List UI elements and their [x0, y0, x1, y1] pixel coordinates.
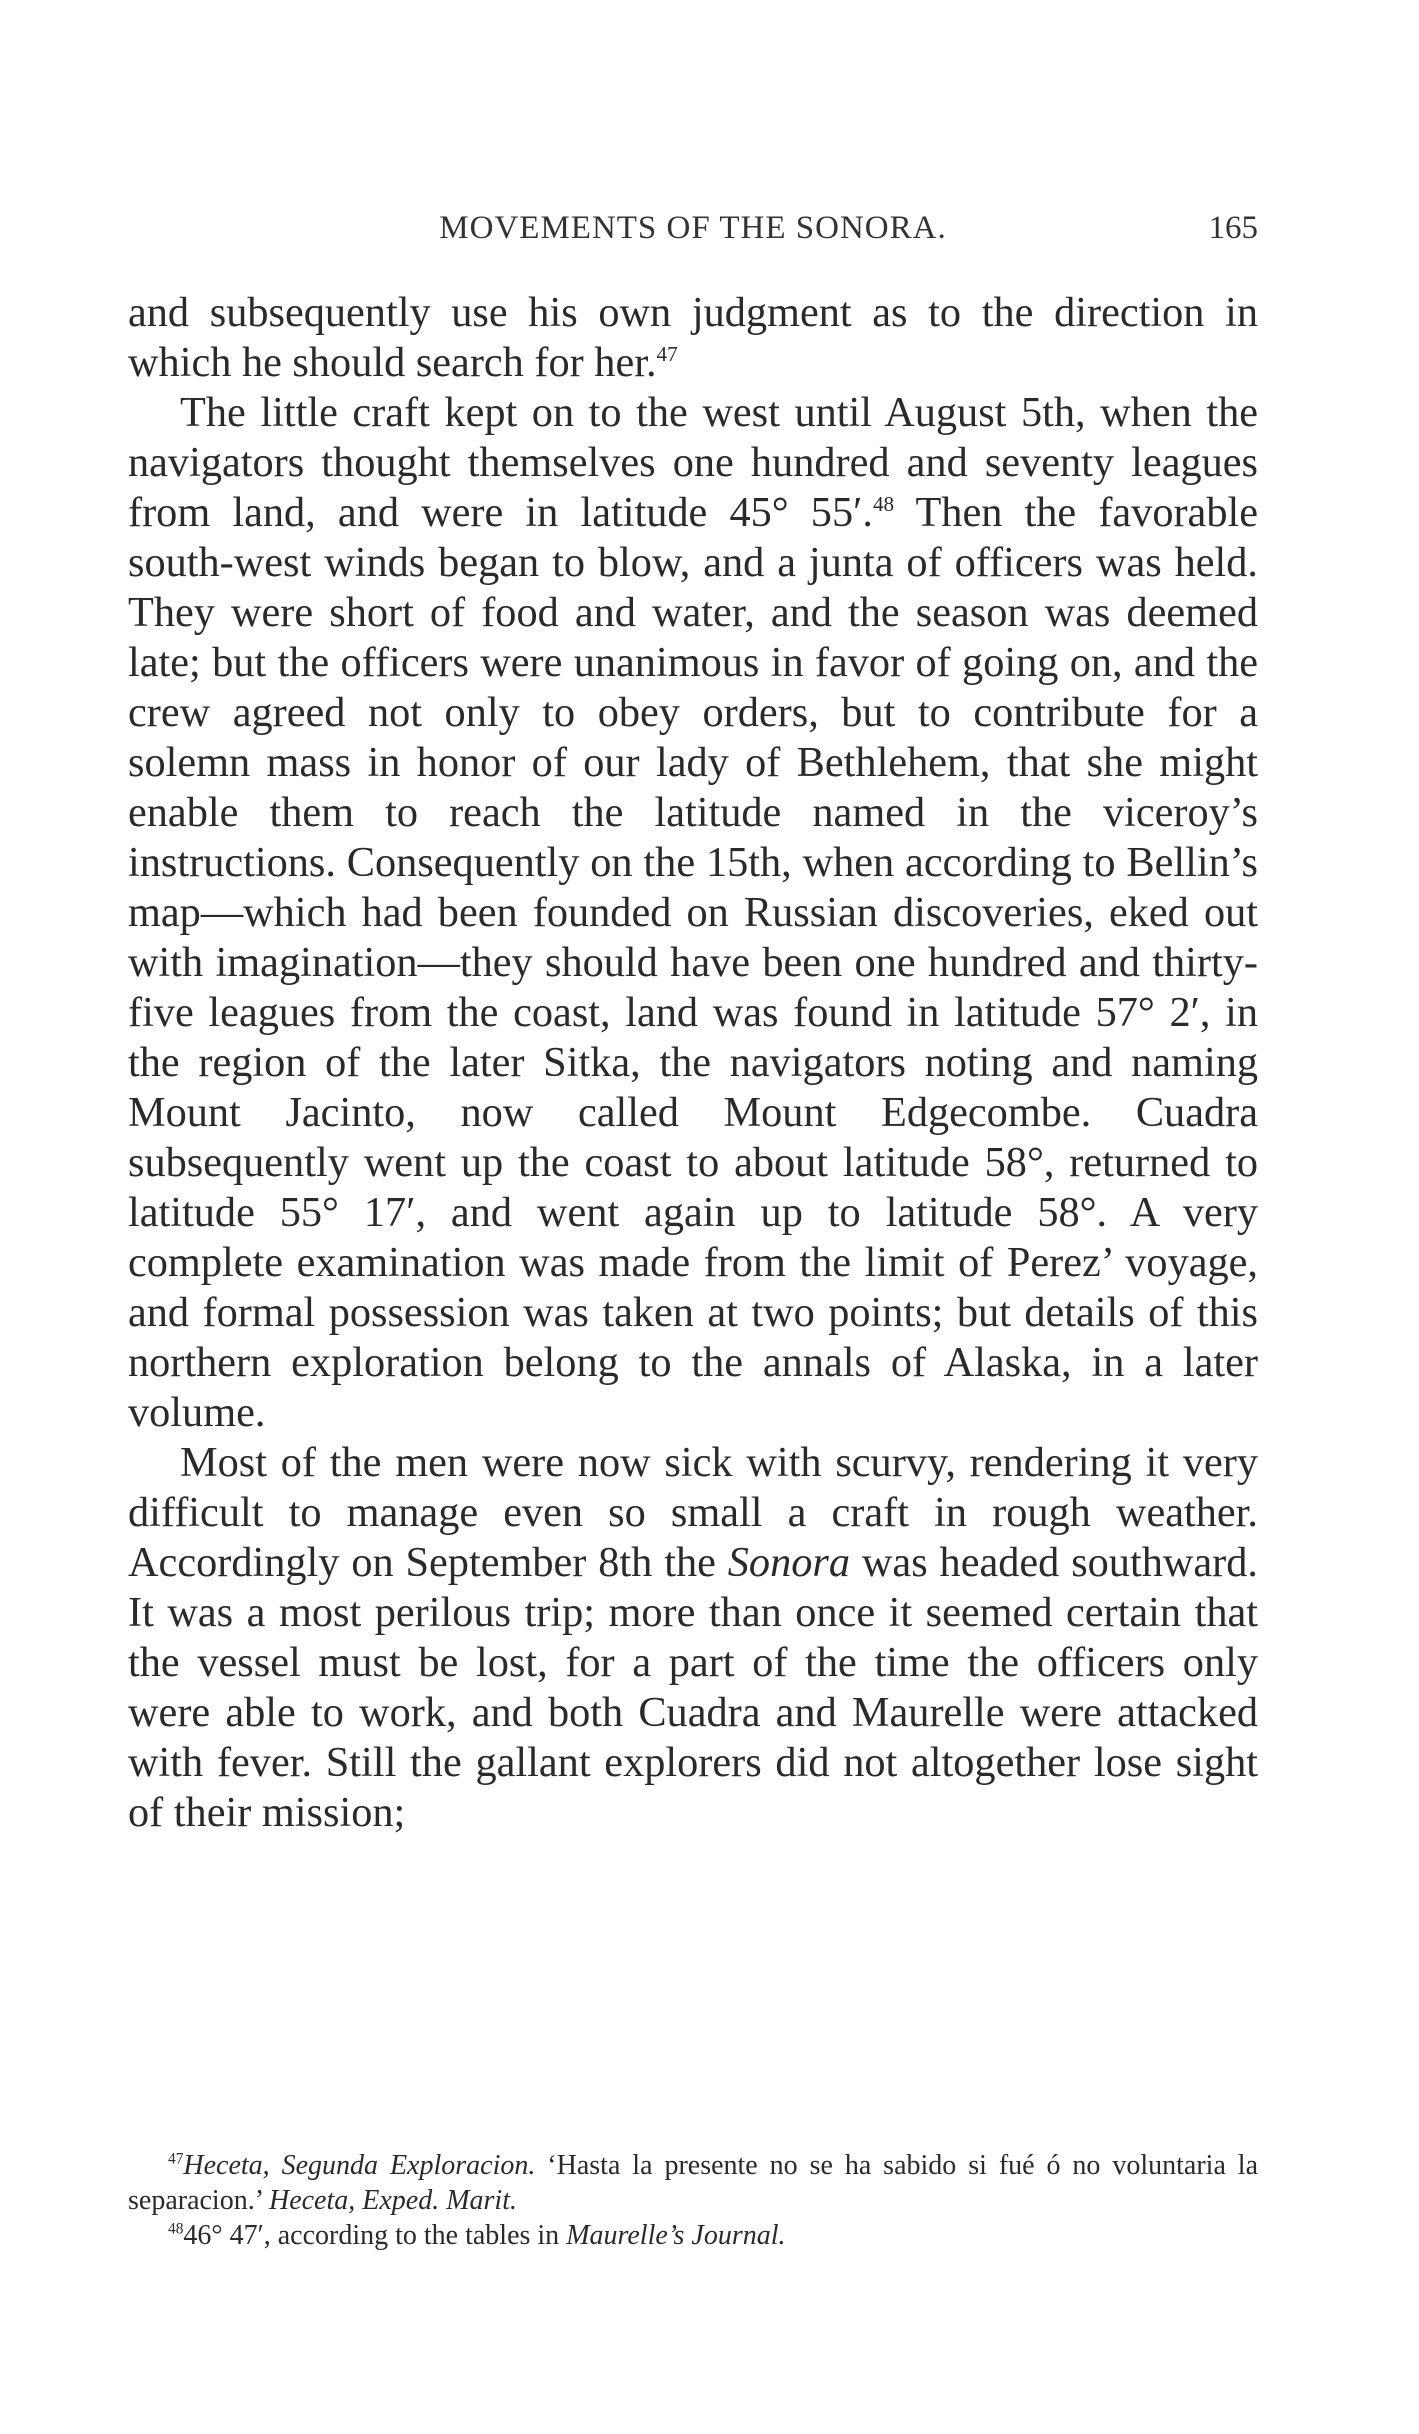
paragraph-2-text-b: Then the favorable south-west winds began to blow, and a junta of officers was held. They were short of food and water, and the season was deemed late; but the officers were unanimous in favor of going on, and the crew agreed not only to obey orders, but to contribute for a solemn mass in honor of our lady of Bethlehem, that she might enable them to reach the latitude named in the viceroy’s instructions. Consequently on the 15th, when according to Bellin’s map—which had been founded on Russian discoveries, eked out with imagination—they should have been one hundred and thirty-five leagues from the coast, land was found in latitude 57° 2′, in the region of the later Sitka, the navigators noting and naming Mount Jacinto, now called Mount Edgecombe. Cuadra subsequently went up the coast to about latitude 58°, returned to latitude 55° 17′, and went again up to latitude 58°. A very complete examination was made from the limit of Perez’ voyage, and formal possession was taken at two points; but details of this northern exploration belong to the annals of Alaska, in a later volume.	[128, 489, 1259, 1436]
paragraph-1-text: and subsequently use his own judgment as to the direction in which he should search for her.	[128, 289, 1258, 386]
ship-name: Sonora	[727, 1539, 850, 1586]
footnote-48-text: 46° 47′, according to the tables in	[183, 2220, 567, 2251]
paragraph-2	[128, 388, 1258, 1438]
footnote-48	[128, 2218, 1258, 2253]
footnote-47-citation: Heceta, Segunda Exploracion.	[183, 2150, 536, 2181]
paragraph-3-text-a: Most of the men were now sick with scurvy, rendering it very difficult to manage even so small a craft in rough weather. Accordingly on September 8th the	[128, 1439, 1258, 1586]
footnotes	[128, 2148, 1258, 2253]
footnote-47-text: ‘Hasta la presente no se ha sabido si fué ó no voluntaria la separacion.’	[128, 2150, 1259, 2216]
footnote-48-citation: Maurelle’s Journal.	[566, 2220, 786, 2251]
paragraph-3	[128, 1438, 1258, 1838]
footnote-48-mark: 48	[168, 2220, 184, 2238]
footnote-ref-47: 47	[656, 341, 678, 366]
footnote-47	[128, 2148, 1258, 2218]
page-number: 165	[1208, 210, 1258, 246]
footnote-47-citation-2: Heceta, Exped. Marit.	[268, 2185, 517, 2216]
body-text	[128, 288, 1258, 1838]
paragraph-3-text-b: was headed southward. It was a most perilous trip; more than once it seemed certain that the vessel must be lost, for a part of the time the officers only were able to work, and both Cuadra and Maurelle were attacked with fever. Still the gallant explorers did not altogether lose sight of their mission;	[128, 1539, 1258, 1836]
running-head: MOVEMENTS OF THE SONORA.	[439, 210, 947, 246]
paragraph-2-text-a: The little craft kept on to the west until August 5th, when the navigators thought themselves one hundred and seventy leagues from land, and were in latitude 45° 55′.	[128, 389, 1258, 536]
page-header	[128, 210, 1258, 260]
footnote-ref-48: 48	[872, 491, 895, 516]
paragraph-1	[128, 288, 1258, 388]
footnote-47-mark: 47	[168, 2150, 184, 2168]
